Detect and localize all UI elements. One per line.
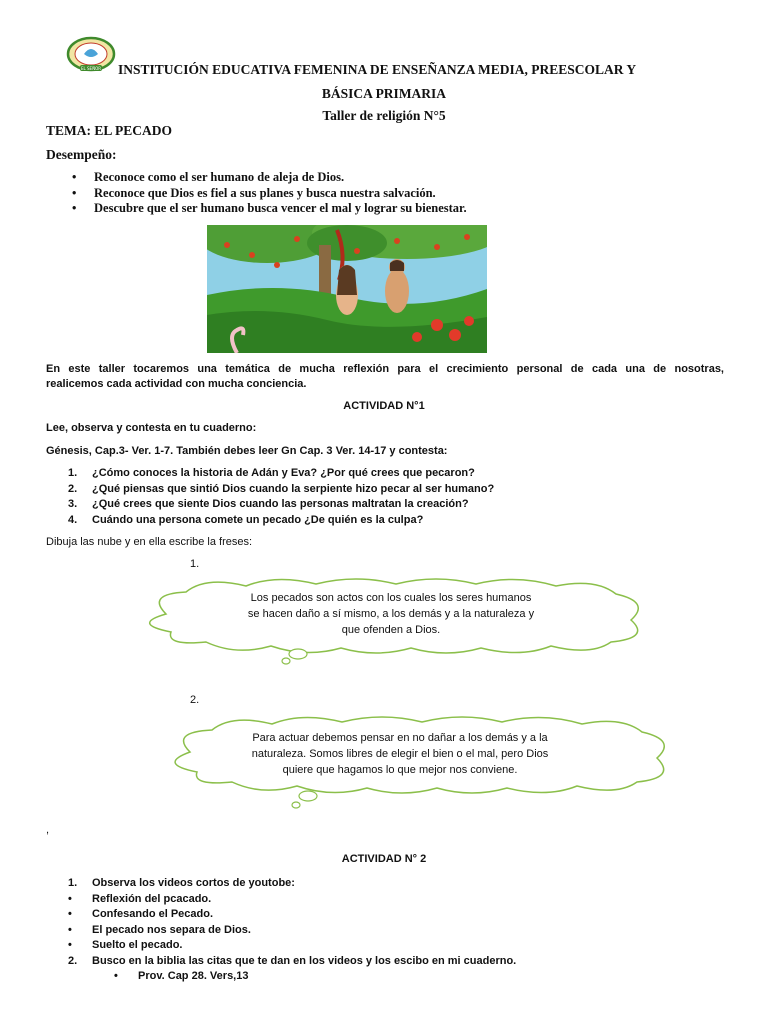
list-item: • Confesando el Pecado. <box>68 908 214 920</box>
cloud2-number: 2. <box>190 694 200 706</box>
intro-line2: realicemos cada actividad con mucha conciencia. <box>46 378 307 390</box>
list-item: 1. ¿Cómo conoces la historia de Adán y Eva? ¿Por qué crees que pecaron? <box>68 467 475 479</box>
list-item: 1. Observa los videos cortos de youtobe: <box>68 877 295 889</box>
cloud1-text: Los pecados son actos con los cuales los seres humanos se hacen daño a sí mismo, a los demás y a la naturaleza y que ofenden a Dios. <box>247 592 535 636</box>
desempeno-list <box>72 170 732 217</box>
list-item: 2. Busco en la biblia las citas que te dan en los videos y los escibo en mi cuaderno. <box>68 954 517 967</box>
list-item: • Prov. Cap 28. Vers,13 <box>114 970 249 982</box>
cloud1-number: 1. <box>190 558 200 570</box>
list-item: • El pecado nos separa de Dios. <box>68 923 251 936</box>
stray-mark: , <box>46 824 50 836</box>
institution-title-line1: INSTITUCIÓN EDUCATIVA FEMENINA DE ENSEÑANZA MEDIA, PREESCOLAR Y <box>118 62 637 77</box>
intro-line1: En este taller tocaremos una temática de mucha reflexión para el crecimiento personal de cada una de nosotras, <box>46 363 724 375</box>
list-item: • Reconoce que Dios es fiel a sus planes y busca nuestra salvación. <box>72 185 436 200</box>
tema-heading: TEMA: EL PECADO <box>46 123 173 138</box>
draw-instruction: Dibuja las nube y en ella escribe la freses: <box>46 536 253 548</box>
institution-title-line2: BÁSICA PRIMARIA <box>321 86 447 101</box>
list-item: 4. Cuándo una persona comete un pecado ¿De quién es la culpa? <box>68 513 424 526</box>
list-item: • Reconoce como el ser humano de aleja de Dios. <box>72 170 345 184</box>
actividad2-title: ACTIVIDAD N° 2 <box>341 853 427 865</box>
school-logo <box>66 36 116 74</box>
actividad1-instruction: Lee, observa y contesta en tu cuaderno: <box>46 422 257 434</box>
list-item: 3. ¿Qué crees que siente Dios cuando las personas maltratan la creación? <box>68 498 469 510</box>
actividad2-list <box>68 876 728 985</box>
logo-ribbon-text: EL SEÑOR <box>80 66 102 71</box>
adam-eve-illustration <box>207 225 487 353</box>
workshop-subtitle: Taller de religión N°5 <box>322 108 446 123</box>
list-item: • Suelto el pecado. <box>68 939 183 951</box>
list-item: • Reflexión del pcacado. <box>68 892 212 905</box>
actividad1-title: ACTIVIDAD N°1 <box>343 400 425 412</box>
actividad1-reading: Génesis, Cap.3- Ver. 1-7. También debes leer Gn Cap. 3 Ver. 14-17 y contesta: <box>46 445 448 457</box>
cloud2-text: Para actuar debemos pensar en no dañar a los demás y a la naturaleza. Somos libres de elegir el bien o el mal, pero Dios quiere que hagamos lo que mejor nos conviene. <box>251 732 549 776</box>
questions-list <box>68 466 708 528</box>
list-item: 2. ¿Qué piensas que sintió Dios cuando la serpiente hizo pecar al ser humano? <box>68 482 495 495</box>
intro-paragraph <box>46 362 724 392</box>
desempeno-label: Desempeño: <box>46 147 117 162</box>
list-item: • Descubre que el ser humano busca vencer el mal y lograr su bienestar. <box>72 201 467 215</box>
